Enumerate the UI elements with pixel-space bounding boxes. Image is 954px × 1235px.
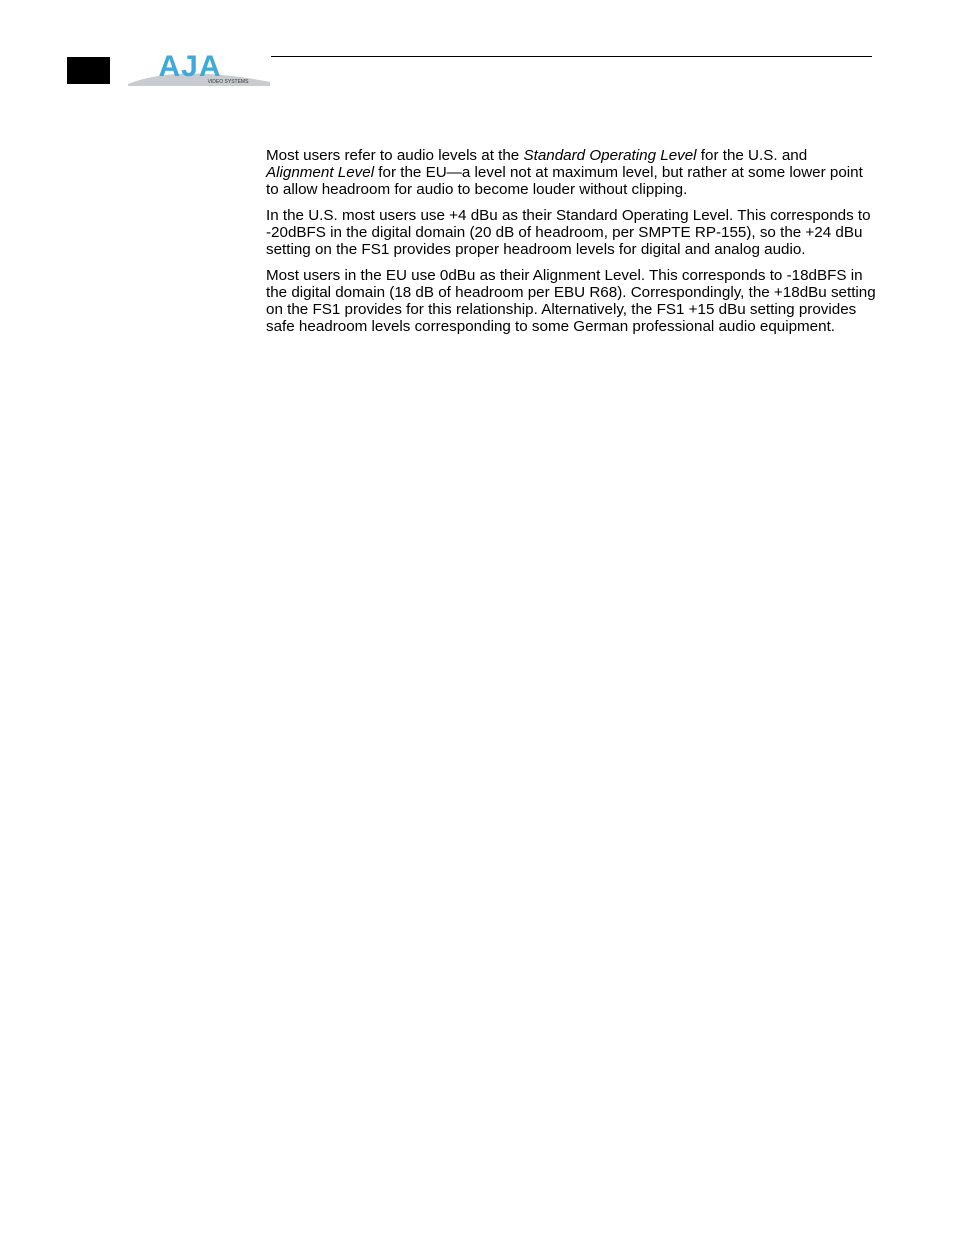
paragraph-1 — [266, 147, 878, 198]
paragraph-1-term-sol: Standard Operating Level — [523, 147, 697, 164]
paragraph-1-text-b: for the U.S. and — [696, 147, 808, 164]
page-number-tab — [67, 57, 110, 84]
main-text — [266, 147, 878, 344]
paragraph-1-text-c: for the EU—a level not at maximum level, but rather at some lower point to allow headroom for audio to become louder without clipping. — [266, 164, 863, 198]
aja-logo — [128, 50, 270, 86]
paragraph-2: In the U.S. most users use +4 dBu as their Standard Operating Level. This corresponds to -20dBFS in the digital domain (20 dB of headroom, per SMPTE RP-155), so the +24 dBu setting on the FS1 provides proper headroom levels for digital and analog audio. — [266, 207, 871, 258]
logo-wordmark: AJA — [158, 50, 222, 83]
paragraph-3: Most users in the EU use 0dBu as their Alignment Level. This corresponds to -18dBFS in the digital domain (18 dB of headroom per EBU R68). Correspondingly, the +18dBu setting on the FS1 provides for this relationship. Alternatively, the FS1 +15 dBu setting provides safe headroom levels corresponding to some German professional audio equipment. — [266, 267, 876, 335]
paragraph-1-text-a: Most users refer to audio levels at the — [266, 147, 524, 164]
logo-subtext: VIDEO SYSTEMS — [207, 79, 249, 85]
header-rule — [271, 56, 872, 57]
paragraph-1-term-al: Alignment Level — [266, 164, 375, 181]
aja-logo-graphic — [128, 50, 270, 86]
